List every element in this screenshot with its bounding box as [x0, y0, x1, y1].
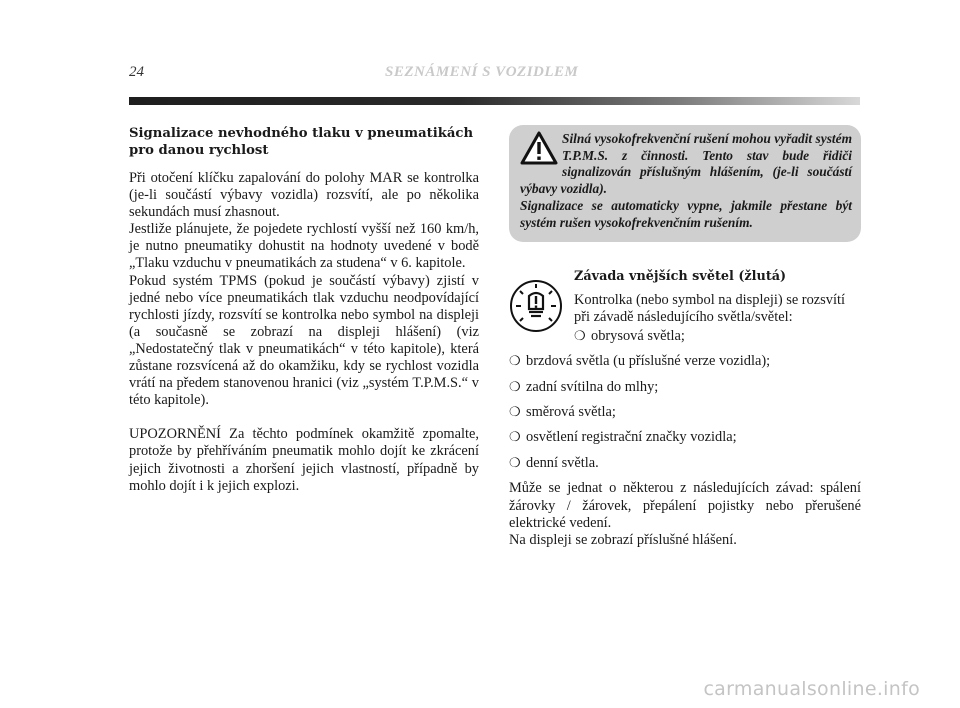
list-item: ❍ směrová světla; — [509, 404, 616, 421]
bullet-icon: ❍ — [509, 454, 521, 470]
warning-text-1: Silná vysokofrekvenční rušení mohou vyřadit systém T.P.M.S. z činnosti. Tento stav bude řidiči signalizován příslušným hlášením, (je-li součástí výbavy vozidla). — [520, 131, 852, 197]
list-item: ❍ osvětlení registrační značky vozidla; — [509, 429, 737, 446]
left-column — [129, 125, 479, 495]
warning-text — [520, 131, 852, 231]
paragraph-warning-note: UPOZORNĚNÍ Za těchto podmínek okamžitě zpomalte, protože by přehříváním pneumatik mohlo dojít ke zkrácení jejich životnosti a zhoršení jejich vlastností, případně by mohlo dojít i k jejich explozi. — [129, 426, 479, 494]
bullet-icon: ❍ — [509, 429, 521, 445]
warning-box — [509, 125, 861, 242]
closing-paragraph: Může se jednat o některou z následujících závad: spálení žárovky / žárovek, přepálení pojistky nebo přerušené elektrické vedení. Na displeji se zobrazí příslušné hlášení. — [509, 480, 861, 549]
watermark: carmanualsonline.info — [703, 678, 920, 700]
light-fault-heading: Závada vnějších světel (žlutá) — [574, 269, 787, 284]
running-header-title: SEZNÁMENÍ S VOZIDLEM — [385, 64, 579, 80]
paragraph-tpms: Pokud systém TPMS (pokud je součástí výbavy) zjistí v jedné nebo více pneumatikách tlak vzduchu neodpovídající rychlosti jízdy, rozsvítí se kontrolka nebo symbol na displeji (a současně se zobrazí na displeji hlášení) (viz „Nedostatečný tlak v pneumatikách“ v této kapitole), která zůstane rozsvícená až do okamžiku, kdy se rychlost vozidla vrátí na předem stanovenou hranici (viz „systém T.P.M.S.“ v této kapitole). — [129, 272, 479, 409]
bullet-icon: ❍ — [509, 353, 521, 369]
section-heading: Signalizace nevhodného tlaku v pneumatikách pro danou rychlost — [129, 126, 474, 158]
light-fault-intro: Kontrolka (nebo symbol na displeji) se rozsvítí při závadě následujícího světla/světel: — [574, 292, 845, 326]
list-item: ❍ denní světla. — [509, 454, 599, 471]
list-item: ❍ obrysová světla; — [574, 327, 685, 344]
warning-text-2: Signalizace se automaticky vypne, jakmile přestane být systém rušen vysokofrekvenčním rušením. — [520, 197, 852, 230]
bullet-icon: ❍ — [509, 404, 521, 420]
right-column — [509, 268, 861, 550]
bullet-icon: ❍ — [509, 378, 521, 394]
paragraph-speed: Jestliže plánujete, že pojedete rychlostí vyšší než 160 km/h, je nutno pneumatiky dohustit na hodnoty uvedené v bodě „Tlaku vzduchu v pneumatikách za studena“ v 6. kapitole. — [129, 221, 479, 272]
warning-triangle-icon — [520, 131, 562, 181]
list-item: ❍ brzdová světla (u příslušné verze vozidla); — [509, 353, 771, 370]
bullet-icon: ❍ — [574, 327, 586, 343]
header-rule — [129, 97, 860, 105]
page-number: 24 — [129, 64, 144, 80]
paragraph-ignition: Při otočení klíčku zapalování do polohy MAR se kontrolka (je-li součástí výbavy vozidla) rozsvítí, ale po několika sekundách musí zhasnout. — [129, 170, 479, 221]
list-item: ❍ zadní svítilna do mlhy; — [509, 378, 659, 395]
